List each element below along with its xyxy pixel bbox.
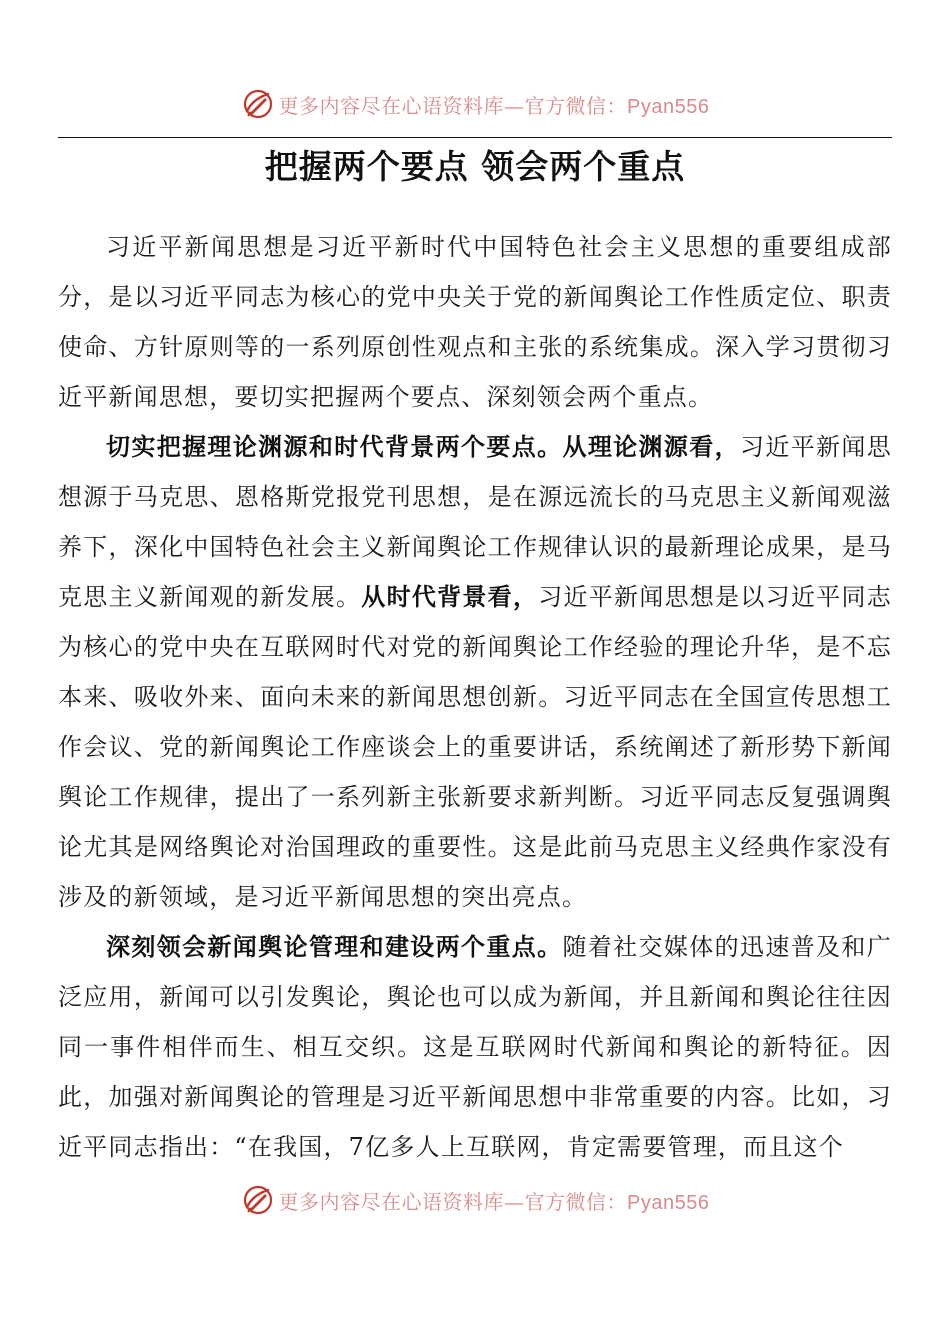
section-heading: 切实把握理论渊源和时代背景两个要点。 bbox=[106, 433, 563, 461]
title-divider bbox=[58, 137, 892, 138]
subheading-background: 从时代背景看， bbox=[361, 583, 539, 611]
document-body bbox=[58, 222, 892, 1172]
subheading-theory: 从理论渊源看， bbox=[562, 433, 740, 461]
pen-logo-icon bbox=[241, 87, 275, 121]
paragraph-text: 随着社交媒体的迅速普及和广泛应用，新闻可以引发舆论，舆论也可以成为新闻，并且新闻和舆论往往因同一事件相伴而生、相互交织。这是互联网时代新闻和舆论的新特征。因此，加强对新闻舆论的管理是习近平新闻思想中非常重要的内容。比如，习近平同志指出：“在我国，7亿多人上互联网，肯定需要管理，而且这个 bbox=[58, 933, 892, 1161]
document-title: 把握两个要点 领会两个重点 bbox=[264, 147, 686, 186]
header-banner bbox=[0, 82, 950, 126]
banner-text: 更多内容尽在心语资料库—官方微信：Pyan556 bbox=[278, 1189, 710, 1214]
paragraph-key-points bbox=[58, 422, 892, 922]
paragraph-intro: 习近平新闻思想是习近平新时代中国特色社会主义思想的重要组成部分，是以习近平同志为核心的党中央关于党的新闻舆论工作性质定位、职责使命、方针原则等的一系列原创性观点和主张的系统集成。深入学习贯彻习近平新闻思想，要切实把握两个要点、深刻领会两个重点。 bbox=[58, 233, 892, 411]
banner-text: 更多内容尽在心语资料库—官方微信：Pyan556 bbox=[278, 93, 710, 118]
pen-logo-icon bbox=[241, 1183, 275, 1217]
section-heading: 深刻领会新闻舆论管理和建设两个重点。 bbox=[106, 933, 563, 961]
paragraph-text: 习近平新闻思想是以习近平同志为核心的党中央在互联网时代对党的新闻舆论工作经验的理论升华，是不忘本来、吸收外来、面向未来的新闻思想创新。习近平同志在全国宣传思想工作会议、党的新闻舆论工作座谈会上的重要讲话，系统阐述了新形势下新闻舆论工作规律，提出了一系列新主张新要求新判断。习近平同志反复强调舆论尤其是网络舆论对治国理政的重要性。这是此前马克思主义经典作家没有涉及的新领域，是习近平新闻思想的突出亮点。 bbox=[58, 583, 892, 911]
footer-banner bbox=[0, 1178, 950, 1222]
wechat-account: Pyan556 bbox=[627, 1191, 710, 1214]
paragraph-text: 习近平新闻思想源于马克思、恩格斯党报党刊思想，是在源远流长的马克思主义新闻观滋养下，深化中国特色社会主义新闻舆论工作规律认识的最新理论成果，是马克思主义新闻观的新发展。 bbox=[58, 433, 892, 611]
paragraph-focus bbox=[58, 922, 892, 1172]
wechat-account: Pyan556 bbox=[627, 95, 710, 118]
